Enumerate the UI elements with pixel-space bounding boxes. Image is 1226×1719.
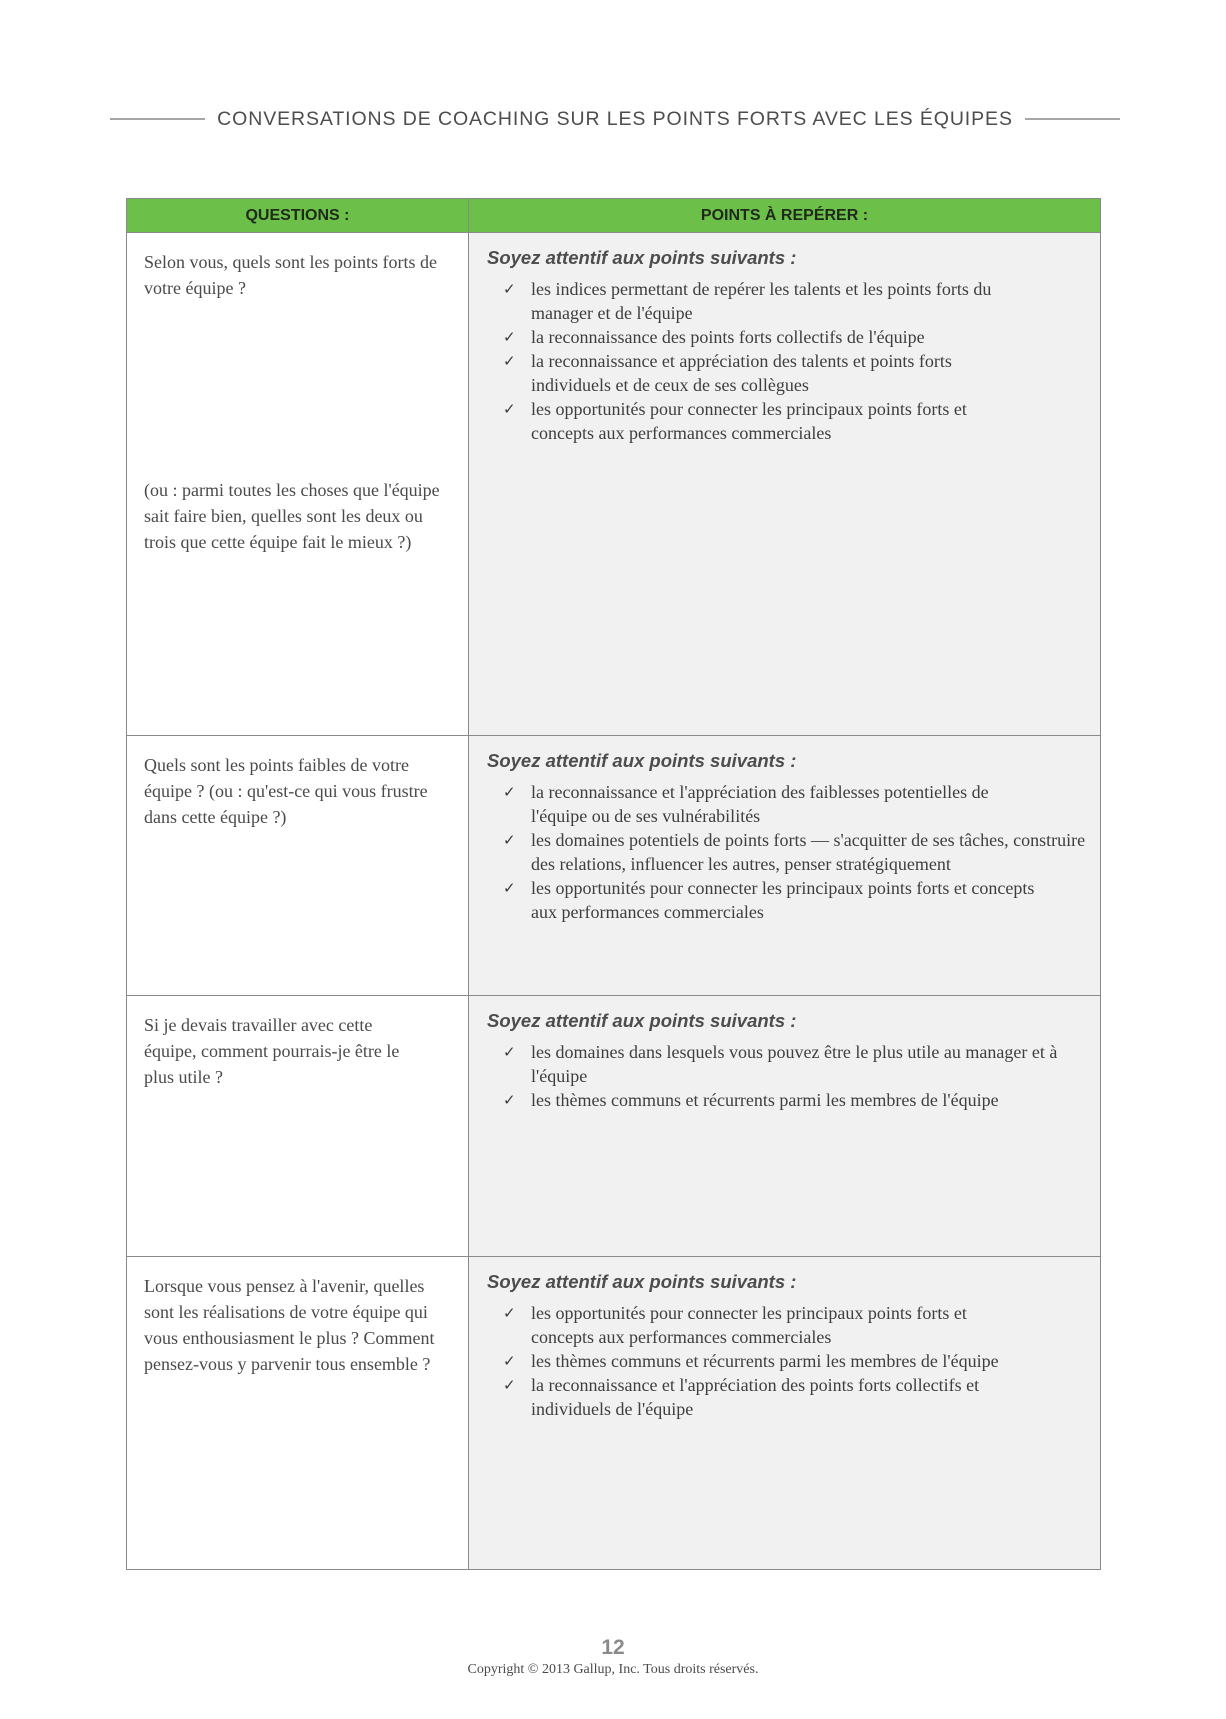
question-cell	[127, 233, 469, 736]
list-item: ✓ les opportunités pour connecter les principaux points forts et concepts aux performances commerciales	[503, 878, 1035, 922]
question-cell	[127, 736, 469, 996]
checkmark-icon: ✓	[503, 831, 516, 849]
question-text: Si je devais travailler avec cette équipe, comment pourrais-je être le plus utile ?	[144, 1015, 400, 1087]
table-row	[127, 736, 1101, 996]
list-item: ✓ la reconnaissance et l'appréciation des faiblesses potentielles de l'équipe ou de ses vulnérabilités	[503, 782, 989, 826]
points-list	[487, 277, 1090, 445]
page-number: 12	[601, 1636, 625, 1659]
points-cell	[469, 736, 1101, 996]
header-rule-right	[1025, 118, 1120, 120]
points-lead: Soyez attentif aux points suivants :	[487, 1271, 797, 1292]
question-text: Quels sont les points faibles de votre équipe ? (ou : qu'est-ce qui vous frustre dans cette équipe ?)	[144, 755, 428, 827]
points-list	[487, 1301, 1090, 1421]
points-lead: Soyez attentif aux points suivants :	[487, 247, 797, 268]
checkmark-icon: ✓	[503, 783, 516, 801]
header-rule-left	[110, 118, 205, 120]
points-list	[487, 780, 1090, 924]
points-cell	[469, 996, 1101, 1257]
question-cell	[127, 1257, 469, 1570]
table-row	[127, 996, 1101, 1257]
coaching-table	[126, 198, 1101, 1570]
points-lead: Soyez attentif aux points suivants :	[487, 750, 797, 771]
question-text: Selon vous, quels sont les points forts de votre équipe ?	[144, 252, 437, 298]
checkmark-icon: ✓	[503, 1091, 516, 1109]
column-header-questions: QUESTIONS :	[127, 199, 469, 233]
list-item: ✓ les thèmes communs et récurrents parmi les membres de l'équipe	[503, 1090, 999, 1110]
question-cell	[127, 996, 469, 1257]
table-header-row	[127, 199, 1101, 233]
checkmark-icon: ✓	[503, 328, 516, 346]
page-header	[110, 104, 1120, 134]
list-item: ✓ les opportunités pour connecter les principaux points forts et concepts aux performances commerciales	[503, 399, 967, 443]
list-item: ✓ les thèmes communs et récurrents parmi les membres de l'équipe	[503, 1351, 999, 1371]
column-header-points: POINTS À REPÉRER :	[469, 199, 1101, 233]
question-alternate: (ou : parmi toutes les choses que l'équipe sait faire bien, quelles sont les deux ou trois que cette équipe fait le mieux ?)	[144, 480, 440, 552]
checkmark-icon: ✓	[503, 1043, 516, 1061]
copyright-notice: Copyright © 2013 Gallup, Inc. Tous droits réservés.	[467, 1662, 759, 1677]
checkmark-icon: ✓	[503, 1376, 516, 1394]
points-lead: Soyez attentif aux points suivants :	[487, 1010, 797, 1031]
list-item: ✓ la reconnaissance et l'appréciation des points forts collectifs et individuels de l'équipe	[503, 1375, 980, 1419]
table-row	[127, 1257, 1101, 1570]
question-text: Lorsque vous pensez à l'avenir, quelles sont les réalisations de votre équipe qui vous enthousiasment le plus ? Comment pensez-vous y parvenir tous ensemble ?	[144, 1276, 435, 1374]
list-item: ✓ les domaines dans lesquels vous pouvez être le plus utile au manager et à l'équipe	[503, 1042, 1058, 1086]
checkmark-icon: ✓	[503, 1352, 516, 1370]
list-item: ✓ les opportunités pour connecter les principaux points forts et concepts aux performances commerciales	[503, 1303, 967, 1347]
checkmark-icon: ✓	[503, 1304, 516, 1322]
table-row	[127, 233, 1101, 736]
list-item: ✓ les domaines potentiels de points forts — s'acquitter de ses tâches, construire des relations, influencer les autres, penser stratégiquement	[503, 830, 1086, 874]
checkmark-icon: ✓	[503, 280, 516, 298]
points-cell	[469, 1257, 1101, 1570]
checkmark-icon: ✓	[503, 400, 516, 418]
list-item: ✓ la reconnaissance des points forts collectifs de l'équipe	[503, 327, 925, 347]
page-title: CONVERSATIONS DE COACHING SUR LES POINTS FORTS AVEC LES ÉQUIPES	[217, 107, 1013, 130]
checkmark-icon: ✓	[503, 879, 516, 897]
list-item: ✓ les indices permettant de repérer les talents et les points forts du manager et de l'équipe	[503, 279, 992, 323]
checkmark-icon: ✓	[503, 352, 516, 370]
list-item: ✓ la reconnaissance et appréciation des talents et points forts individuels et de ceux de ses collègues	[503, 351, 952, 395]
points-cell	[469, 233, 1101, 736]
points-list	[487, 1040, 1090, 1112]
